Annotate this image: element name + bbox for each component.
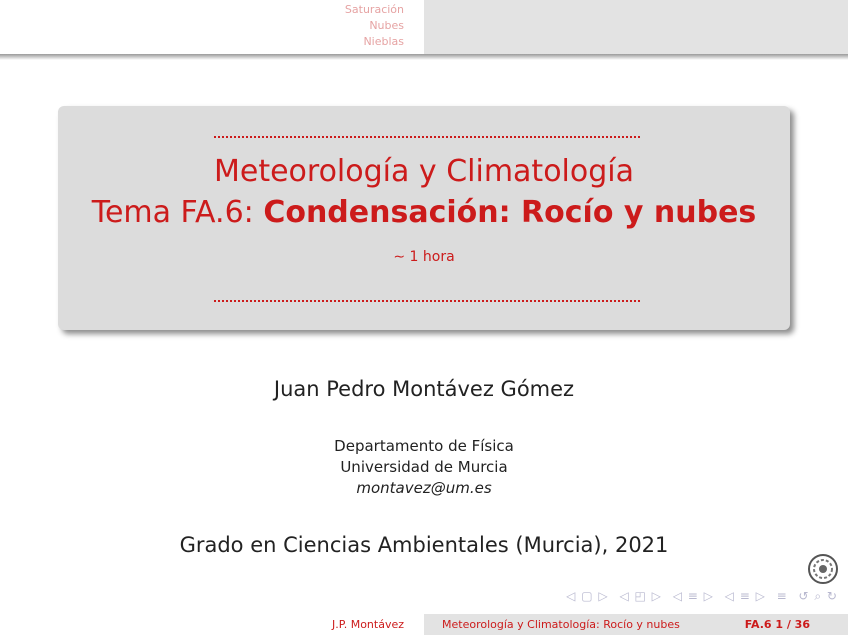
footer-left-panel: [0, 614, 424, 635]
footer-page-number: FA.6 1 / 36: [744, 618, 810, 631]
duration-label: ∼ 1 hora: [393, 249, 455, 265]
footer-short-title: Meteorología y Climatología: Rocío y nubes: [442, 618, 680, 631]
nav-item-nieblas[interactable]: Nieblas: [363, 35, 404, 48]
lecture-title: [58, 195, 790, 230]
header-left-panel: [0, 0, 424, 54]
institute-block: [0, 436, 848, 499]
title-block: [58, 106, 790, 330]
lecture-topic: Condensación: Rocío y nubes: [263, 195, 757, 230]
footer-author: J.P. Montávez: [332, 618, 404, 631]
align-icon[interactable]: ≡: [776, 589, 788, 603]
search-nav-icon[interactable]: ↺ ⌕ ↻: [798, 589, 838, 603]
header-right-panel: [424, 0, 848, 54]
event-date: Grado en Ciencias Ambientales (Murcia), 2021: [179, 533, 669, 557]
nav-item-nubes[interactable]: Nubes: [369, 19, 404, 32]
university-seal-logo: [807, 553, 839, 585]
section-nav-icon[interactable]: ◁ ≡ ▷: [672, 589, 714, 603]
subsection-nav-icon[interactable]: ◁ ◰ ▷: [619, 589, 662, 603]
frame-nav-icon[interactable]: ◁ ▢ ▷: [566, 589, 609, 603]
footer-bar: [0, 614, 848, 635]
nav-item-saturacion[interactable]: Saturación: [344, 3, 404, 16]
beamer-navigation-symbols: [560, 589, 838, 609]
header-bar: [0, 0, 848, 54]
header-shadow: [0, 54, 848, 60]
footer-right-panel: [424, 614, 848, 635]
department: Departamento de Física: [334, 437, 514, 455]
university: Universidad de Murcia: [340, 458, 508, 476]
bottom-dotted-rule: [214, 300, 640, 302]
course-title: Meteorología y Climatología: [213, 154, 634, 189]
top-dotted-rule: [214, 136, 640, 138]
author-email: montavez@um.es: [356, 479, 492, 497]
lecture-prefix: Tema FA.6:: [91, 195, 264, 230]
section-nav-icon-2[interactable]: ◁ ≡ ▷: [724, 589, 766, 603]
section-nav-list: [345, 2, 404, 50]
author-name: Juan Pedro Montávez Gómez: [273, 377, 575, 401]
